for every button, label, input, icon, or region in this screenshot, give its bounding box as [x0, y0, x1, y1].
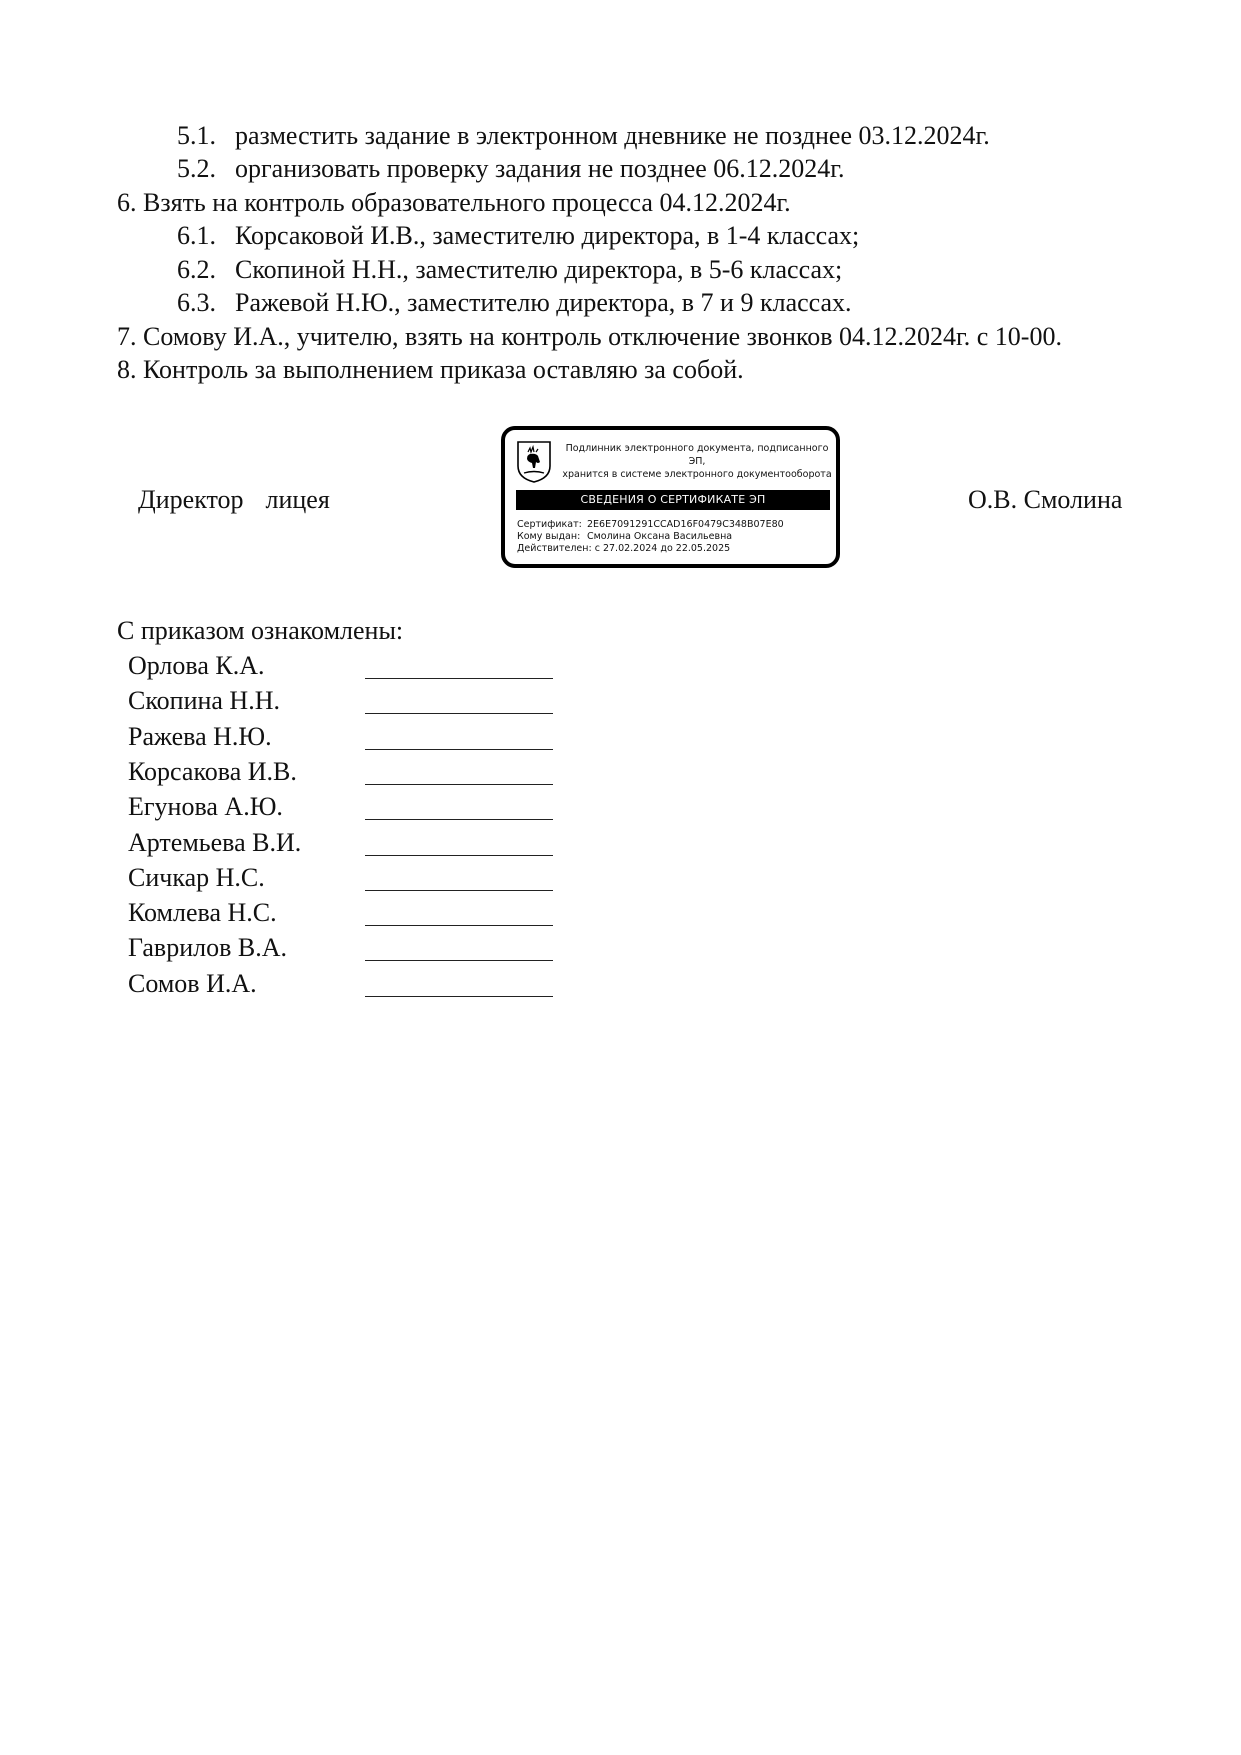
employee-name: Сичкар Н.С. — [128, 863, 265, 892]
item-6-2 — [177, 254, 842, 286]
item-text: Сомову И.А., учителю, взять на контроль отключение звонков 04.12.2024г. с 10-00. — [143, 322, 1062, 351]
signature-line — [365, 819, 553, 820]
stamp-header: СВЕДЕНИЯ О СЕРТИФИКАТЕ ЭП — [516, 490, 830, 510]
signature-line — [365, 996, 553, 997]
item-6-3 — [177, 287, 852, 319]
item-text: разместить задание в электронном дневнике не позднее 03.12.2024г. — [235, 121, 990, 150]
signature-line — [365, 784, 553, 785]
item-6-1 — [177, 220, 859, 252]
item-text: Корсаковой И.В., заместителю директора, в 1-4 классах; — [235, 221, 860, 250]
stamp-validity: Действителен: с 27.02.2024 до 22.05.2025 — [517, 543, 731, 554]
item-5-1 — [177, 120, 990, 152]
acknowledgement-row — [128, 862, 558, 896]
acknowledgement-title: С приказом ознакомлены: — [117, 616, 404, 645]
item-number: 5.2. — [177, 154, 216, 183]
item-number: 5.1. — [177, 121, 216, 150]
item-number: 6. — [117, 188, 137, 217]
electronic-signature-stamp — [501, 426, 840, 568]
item-6 — [117, 187, 791, 219]
item-number: 6.1. — [177, 221, 216, 250]
signature-line — [365, 925, 553, 926]
acknowledgement-row — [128, 791, 558, 825]
position-word-2: лицея — [265, 485, 330, 514]
employee-name: Корсакова И.В. — [128, 757, 297, 786]
signature-line — [365, 855, 553, 856]
item-number: 6.2. — [177, 255, 216, 284]
signature-line — [365, 890, 553, 891]
signature-line — [365, 678, 553, 679]
stamp-certificate: Сертификат: 2E6E7091291CCAD16F0479C348B07E80 — [517, 519, 784, 530]
item-number: 8. — [117, 355, 137, 384]
item-number: 7. — [117, 322, 137, 351]
employee-name: Орлова К.А. — [128, 651, 265, 680]
acknowledgement-row — [128, 827, 558, 861]
item-text: Контроль за выполнением приказа оставляю за собой. — [143, 355, 744, 384]
item-7 — [117, 321, 1062, 353]
acknowledgement-row — [128, 932, 558, 966]
acknowledgement-row — [128, 721, 558, 755]
acknowledgement-row — [128, 756, 558, 790]
acknowledgement-row — [128, 650, 558, 684]
signature-line — [365, 713, 553, 714]
employee-name: Скопина Н.Н. — [128, 686, 280, 715]
employee-name: Сомов И.А. — [128, 969, 257, 998]
employee-name: Гаврилов В.А. — [128, 933, 287, 962]
employee-name: Комлева Н.С. — [128, 898, 277, 927]
item-text: организовать проверку задания не позднее 06.12.2024г. — [235, 154, 845, 183]
employee-name: Артемьева В.И. — [128, 828, 302, 857]
item-text: Взять на контроль образовательного процесса 04.12.2024г. — [143, 188, 791, 217]
stamp-issued-to: Кому выдан: Смолина Оксана Васильевна — [517, 531, 733, 542]
position-word-1: Директор — [138, 485, 244, 514]
stamp-notice: Подлинник электронного документа, подписанного ЭП, хранится в системе электронного документооборота — [562, 443, 832, 480]
acknowledgement-row — [128, 968, 558, 1002]
acknowledgement-row — [128, 685, 558, 719]
item-5-2 — [177, 153, 845, 185]
item-8 — [117, 354, 744, 386]
coat-of-arms-icon — [516, 440, 552, 484]
signature-line — [365, 960, 553, 961]
employee-name: Ражева Н.Ю. — [128, 722, 272, 751]
signatory-name: О.В. Смолина — [968, 485, 1123, 514]
item-text: Ражевой Н.Ю., заместителю директора, в 7 и 9 классах. — [235, 288, 852, 317]
employee-name: Егунова А.Ю. — [128, 792, 283, 821]
signature-position — [138, 485, 330, 515]
acknowledgement-row — [128, 897, 558, 931]
item-text: Скопиной Н.Н., заместителю директора, в 5-6 классах; — [235, 255, 843, 284]
item-number: 6.3. — [177, 288, 216, 317]
signature-line — [365, 749, 553, 750]
